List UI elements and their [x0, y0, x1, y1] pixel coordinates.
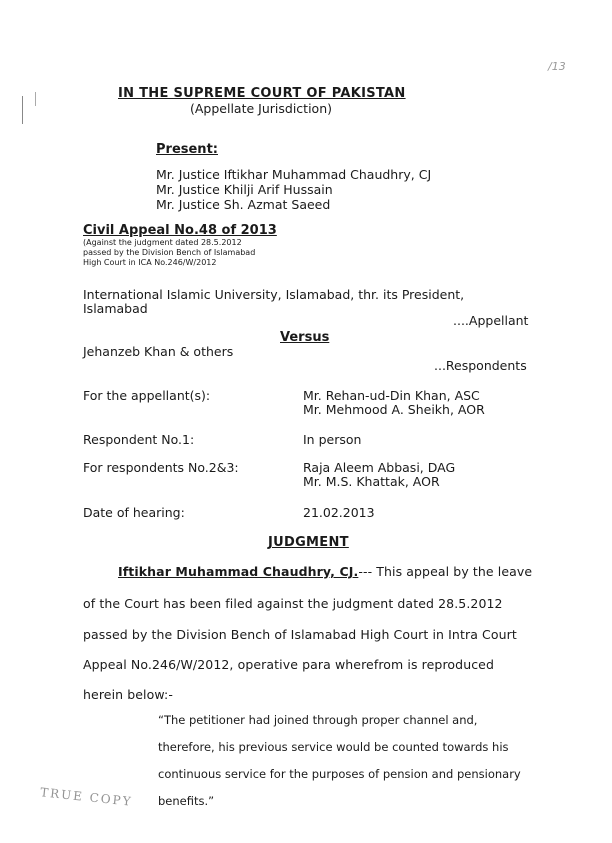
- jurisdiction: (Appellate Jurisdiction): [190, 101, 332, 116]
- respondent-role: ...Respondents: [434, 358, 527, 373]
- versus-label: Versus: [280, 330, 330, 345]
- appearance-label: Date of hearing:: [83, 505, 185, 520]
- appearance-label: For the appellant(s):: [83, 388, 211, 403]
- judgment-text: passed by the Division Bench of Islamabad High Court in Intra Court: [83, 627, 517, 642]
- case-title: Civil Appeal No.48 of 2013: [83, 223, 277, 238]
- respondent-name: Jehanzeb Khan & others: [83, 344, 234, 359]
- judge-name: Mr. Justice Sh. Azmat Saeed: [156, 197, 331, 212]
- case-note: High Court in ICA No.246/W/2012: [83, 258, 217, 267]
- case-note: passed by the Division Bench of Islamabad: [83, 248, 256, 257]
- judgment-author: Iftikhar Muhammad Chaudhry, CJ.: [118, 564, 359, 579]
- case-note: (Against the judgment dated 28.5.2012: [83, 238, 242, 247]
- appellant-name: International Islamic University, Islamabad, thr. its President,: [83, 287, 465, 302]
- judgment-text: Appeal No.246/W/2012, operative para wherefrom is reproduced: [83, 657, 495, 672]
- judge-name: Mr. Justice Khilji Arif Hussain: [156, 182, 333, 197]
- margin-mark: [22, 96, 23, 124]
- appearance-label: For respondents No.2&3:: [83, 460, 239, 475]
- appearance-value: Mr. M.S. Khattak, AOR: [303, 474, 440, 489]
- judge-name: Mr. Justice Iftikhar Muhammad Chaudhry, CJ: [156, 167, 432, 182]
- judgment-text: herein below:-: [83, 687, 173, 702]
- appearance-value: In person: [303, 432, 362, 447]
- appearance-value: Raja Aleem Abbasi, DAG: [303, 460, 456, 475]
- quote-line: continuous service for the purposes of pension and pensionary: [158, 767, 521, 781]
- present-heading: Present:: [156, 142, 218, 157]
- judgment-first-line: [118, 564, 532, 579]
- judgment-text: of the Court has been filed against the judgment dated 28.5.2012: [83, 596, 503, 611]
- judgment-heading: JUDGMENT: [268, 535, 349, 550]
- margin-mark: [35, 92, 36, 106]
- quote-line: therefore, his previous service would be counted towards his: [158, 740, 509, 754]
- true-copy-stamp: TRUE COPY: [39, 785, 134, 809]
- court-title: IN THE SUPREME COURT OF PAKISTAN: [118, 86, 406, 101]
- judgment-text: --- This appeal by the leave: [358, 564, 533, 579]
- quote-line: benefits.”: [158, 794, 215, 808]
- appellant-role: ....Appellant: [453, 313, 529, 328]
- appearance-value: Mr. Mehmood A. Sheikh, AOR: [303, 402, 485, 417]
- appellant-name: Islamabad: [83, 301, 148, 316]
- appearance-label: Respondent No.1:: [83, 432, 195, 447]
- page-number: /13: [548, 60, 566, 73]
- appearance-value: 21.02.2013: [303, 505, 375, 520]
- appearance-value: Mr. Rehan-ud-Din Khan, ASC: [303, 388, 480, 403]
- quote-line: “The petitioner had joined through proper channel and,: [158, 713, 478, 727]
